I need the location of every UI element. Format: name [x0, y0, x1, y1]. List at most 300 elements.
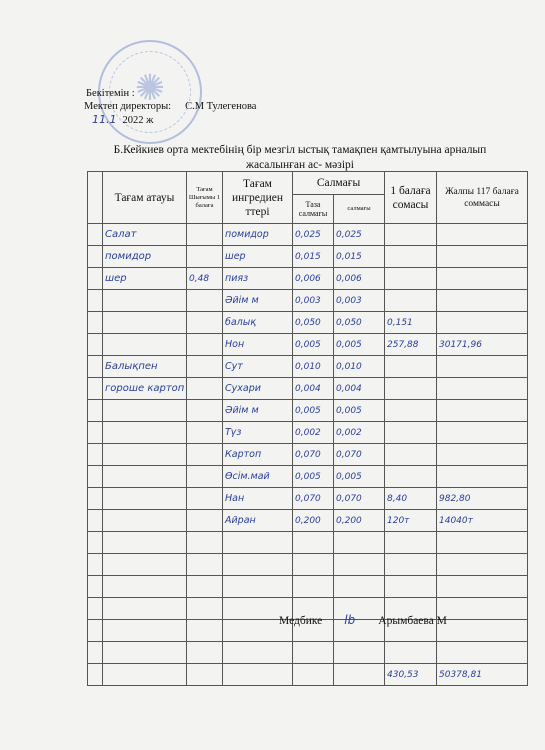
- handwritten-ingredient: Картоп: [225, 449, 262, 460]
- handwritten-ingredient: Сухари: [225, 383, 261, 394]
- handwritten-total: 982,80: [439, 494, 471, 504]
- cell-net: [293, 664, 334, 686]
- handwritten-dish: [103, 537, 105, 548]
- cell-blank: [88, 334, 103, 356]
- handwritten-dish: [103, 295, 105, 306]
- cell-ingredient: [223, 422, 293, 444]
- cell-per-child: [385, 576, 437, 598]
- cell-dish: [103, 576, 187, 598]
- cell-blank: [88, 598, 103, 620]
- handwritten-yield: [187, 384, 189, 394]
- handwritten-yield: [187, 296, 189, 306]
- cell-ingredient: [223, 246, 293, 268]
- handwritten-net: 0,010: [295, 362, 321, 372]
- handwritten-per-child: 257,88: [387, 340, 419, 350]
- cell-dish: [103, 664, 187, 686]
- cell-ingredient: [223, 642, 293, 664]
- handwritten-ingredient: Айран: [225, 515, 256, 526]
- cell-net: [293, 356, 334, 378]
- handwritten-dish: [103, 317, 105, 328]
- cell-net: [293, 510, 334, 532]
- handwritten-net: 0,004: [295, 384, 321, 394]
- handwritten-ingredient: Нон: [225, 339, 245, 350]
- handwritten-dish: помидор: [105, 251, 152, 262]
- handwritten-per-child: [385, 230, 387, 240]
- handwritten-ingredient: [223, 559, 225, 570]
- cell-yield: [187, 642, 223, 664]
- handwritten-net: [293, 538, 295, 548]
- handwritten-per-child: 0,151: [387, 318, 413, 328]
- handwritten-ingredient: Өсім.май: [225, 471, 270, 482]
- cell-total: [437, 488, 528, 510]
- cell-per-child: [385, 664, 437, 686]
- cell-total: [437, 268, 528, 290]
- handwritten-gross: 0,005: [336, 406, 362, 416]
- cell-gross: [334, 532, 385, 554]
- handwritten-ingredient: Әйім м: [225, 295, 259, 306]
- handwritten-gross: 0,003: [336, 296, 362, 306]
- handwritten-gross: 0,006: [336, 274, 362, 284]
- cell-total: [437, 400, 528, 422]
- cell-gross: [334, 356, 385, 378]
- cell-blank: [88, 444, 103, 466]
- cell-dish: [103, 400, 187, 422]
- cell-gross: [334, 268, 385, 290]
- cell-per-child: [385, 488, 437, 510]
- handwritten-net: [293, 670, 295, 680]
- cell-dish: [103, 312, 187, 334]
- handwritten-dish: гороше картоп: [105, 383, 185, 394]
- cell-net: [293, 444, 334, 466]
- cell-net: [293, 400, 334, 422]
- handwritten-yield: [187, 582, 189, 592]
- cell-net: [293, 642, 334, 664]
- cell-gross: [334, 642, 385, 664]
- cell-net: [293, 488, 334, 510]
- cell-blank: [88, 400, 103, 422]
- cell-blank: [88, 532, 103, 554]
- handwritten-ingredient: балық: [225, 317, 256, 328]
- cell-yield: [187, 422, 223, 444]
- handwritten-net: [293, 626, 295, 636]
- handwritten-total: 30171,96: [439, 340, 482, 350]
- cell-net: [293, 246, 334, 268]
- cell-net: [293, 422, 334, 444]
- handwritten-per-child: [385, 472, 387, 482]
- table-row: [88, 466, 528, 488]
- cell-total: [437, 356, 528, 378]
- cell-per-child: [385, 290, 437, 312]
- cell-total: [437, 554, 528, 576]
- cell-dish: [103, 378, 187, 400]
- handwritten-yield: [187, 560, 189, 570]
- cell-gross: [334, 422, 385, 444]
- cell-gross: [334, 554, 385, 576]
- cell-ingredient: [223, 488, 293, 510]
- handwritten-total: [437, 252, 439, 262]
- cell-dish: [103, 642, 187, 664]
- handwritten-gross: [334, 626, 336, 636]
- handwritten-per-child: [385, 648, 387, 658]
- header-gross: салмағы: [334, 195, 385, 224]
- handwritten-total: 50378,81: [439, 670, 482, 680]
- table-row: [88, 400, 528, 422]
- cell-per-child: [385, 356, 437, 378]
- cell-blank: [88, 268, 103, 290]
- cell-blank: [88, 488, 103, 510]
- cell-ingredient: [223, 268, 293, 290]
- cell-ingredient: [223, 576, 293, 598]
- table-row: [88, 488, 528, 510]
- handwritten-dish: [103, 559, 105, 570]
- cell-total: [437, 334, 528, 356]
- handwritten-net: 0,006: [295, 274, 321, 284]
- header-yield: Тағам Шығымы 1 балаға: [187, 172, 223, 224]
- cell-ingredient: [223, 334, 293, 356]
- handwritten-dish: [103, 339, 105, 350]
- cell-total: [437, 224, 528, 246]
- handwritten-per-child: [385, 626, 387, 636]
- cell-ingredient: [223, 466, 293, 488]
- handwritten-gross: 0,002: [336, 428, 362, 438]
- handwritten-gross: 0,005: [336, 340, 362, 350]
- cell-blank: [88, 290, 103, 312]
- handwritten-total: [437, 406, 439, 416]
- cell-dish: [103, 290, 187, 312]
- cell-dish: [103, 488, 187, 510]
- handwritten-gross: [334, 560, 336, 570]
- handwritten-dish: [103, 405, 105, 416]
- cell-total: [437, 312, 528, 334]
- cell-yield: [187, 356, 223, 378]
- cell-blank: [88, 356, 103, 378]
- table-row: [88, 334, 528, 356]
- cell-gross: [334, 664, 385, 686]
- cell-total: [437, 620, 528, 642]
- cell-total: [437, 510, 528, 532]
- cell-net: [293, 334, 334, 356]
- handwritten-net: 0,200: [295, 516, 321, 526]
- handwritten-yield: 0,48: [189, 274, 210, 284]
- cell-per-child: [385, 334, 437, 356]
- cell-yield: [187, 620, 223, 642]
- cell-dish: [103, 554, 187, 576]
- handwritten-ingredient: Түз: [225, 427, 242, 438]
- handwritten-ingredient: помидор: [225, 229, 269, 240]
- handwritten-total: 14040т: [439, 516, 473, 526]
- cell-gross: [334, 488, 385, 510]
- cell-per-child: [385, 510, 437, 532]
- cell-dish: [103, 356, 187, 378]
- cell-per-child: [385, 268, 437, 290]
- cell-dish: [103, 224, 187, 246]
- handwritten-yield: [187, 516, 189, 526]
- cell-ingredient: [223, 510, 293, 532]
- handwritten-yield: [187, 648, 189, 658]
- cell-gross: [334, 334, 385, 356]
- cell-total: [437, 378, 528, 400]
- cell-yield: [187, 400, 223, 422]
- table-row: [88, 576, 528, 598]
- cell-total: [437, 598, 528, 620]
- cell-dish: [103, 510, 187, 532]
- table-row: [88, 356, 528, 378]
- handwritten-total: [437, 318, 439, 328]
- cell-per-child: [385, 378, 437, 400]
- handwritten-gross: [334, 648, 336, 658]
- header-weight: Салмағы: [293, 172, 385, 195]
- cell-ingredient: [223, 444, 293, 466]
- handwritten-ingredient: [223, 537, 225, 548]
- cell-yield: [187, 598, 223, 620]
- approval-date: [92, 113, 153, 126]
- handwritten-total: [437, 296, 439, 306]
- handwritten-per-child: [385, 406, 387, 416]
- handwritten-ingredient: Нан: [225, 493, 245, 504]
- handwritten-total: [437, 472, 439, 482]
- cell-net: [293, 224, 334, 246]
- seal-emblem-icon: ✺: [134, 68, 166, 108]
- handwritten-dish: [103, 471, 105, 482]
- handwritten-gross: 0,070: [336, 450, 362, 460]
- table-row: [88, 312, 528, 334]
- handwritten-net: 0,025: [295, 230, 321, 240]
- handwritten-net: 0,005: [295, 406, 321, 416]
- cell-blank: [88, 642, 103, 664]
- cell-blank: [88, 378, 103, 400]
- cell-blank: [88, 620, 103, 642]
- cell-gross: [334, 576, 385, 598]
- cell-per-child: [385, 532, 437, 554]
- cell-dish: [103, 466, 187, 488]
- table-row: [88, 664, 528, 686]
- cell-dish: [103, 422, 187, 444]
- handwritten-ingredient: шер: [225, 251, 246, 262]
- date-handwritten: 11.1: [92, 113, 117, 126]
- cell-gross: [334, 290, 385, 312]
- handwritten-per-child: 8,40: [387, 494, 408, 504]
- handwritten-per-child: 120т: [387, 516, 410, 526]
- cell-net: [293, 268, 334, 290]
- handwritten-yield: [187, 252, 189, 262]
- cell-blank: [88, 422, 103, 444]
- handwritten-total: [437, 582, 439, 592]
- handwritten-per-child: [385, 560, 387, 570]
- cell-net: [293, 378, 334, 400]
- handwritten-gross: 0,004: [336, 384, 362, 394]
- cell-yield: [187, 554, 223, 576]
- handwritten-per-child: [385, 450, 387, 460]
- handwritten-yield: [187, 538, 189, 548]
- handwritten-dish: [103, 581, 105, 592]
- cell-total: [437, 422, 528, 444]
- cell-yield: [187, 334, 223, 356]
- cell-dish: [103, 598, 187, 620]
- cell-gross: [334, 400, 385, 422]
- table-row: [88, 444, 528, 466]
- cell-total: [437, 576, 528, 598]
- table-row: [88, 268, 528, 290]
- cell-yield: [187, 312, 223, 334]
- handwritten-dish: [103, 647, 105, 658]
- handwritten-net: [293, 648, 295, 658]
- cell-per-child: [385, 224, 437, 246]
- handwritten-total: [437, 626, 439, 636]
- handwritten-total: [437, 230, 439, 240]
- approved-label: Бекітемін :: [86, 88, 135, 99]
- handwritten-net: [293, 582, 295, 592]
- handwritten-gross: 0,010: [336, 362, 362, 372]
- cell-per-child: [385, 422, 437, 444]
- handwritten-yield: [187, 406, 189, 416]
- handwritten-per-child: [385, 296, 387, 306]
- header-net: Таза салмағы: [293, 195, 334, 224]
- cell-blank: [88, 554, 103, 576]
- table-row: [88, 532, 528, 554]
- cell-yield: [187, 532, 223, 554]
- header-per-child: 1 балаға сомасы: [385, 172, 437, 224]
- cell-per-child: [385, 246, 437, 268]
- table-row: [88, 290, 528, 312]
- cell-dish: [103, 532, 187, 554]
- handwritten-net: 0,003: [295, 296, 321, 306]
- handwritten-total: [437, 428, 439, 438]
- cell-gross: [334, 224, 385, 246]
- table-row: [88, 422, 528, 444]
- handwritten-ingredient: [223, 581, 225, 592]
- handwritten-per-child: [385, 384, 387, 394]
- handwritten-yield: [187, 604, 189, 614]
- handwritten-yield: [187, 362, 189, 372]
- handwritten-per-child: [385, 252, 387, 262]
- cell-total: [437, 444, 528, 466]
- cell-ingredient: [223, 224, 293, 246]
- nurse-name: Арымбаева М: [378, 615, 447, 627]
- cell-net: [293, 466, 334, 488]
- table-row: [88, 510, 528, 532]
- handwritten-net: 0,015: [295, 252, 321, 262]
- handwritten-gross: 0,015: [336, 252, 362, 262]
- table-row: [88, 224, 528, 246]
- handwritten-net: 0,070: [295, 450, 321, 460]
- handwritten-ingredient: [223, 625, 225, 636]
- handwritten-per-child: 430,53: [387, 670, 419, 680]
- handwritten-gross: 0,005: [336, 472, 362, 482]
- cell-yield: [187, 664, 223, 686]
- cell-ingredient: [223, 532, 293, 554]
- cell-yield: [187, 576, 223, 598]
- handwritten-ingredient: Әйім м: [225, 405, 259, 416]
- cell-gross: [334, 510, 385, 532]
- handwritten-gross: [334, 582, 336, 592]
- menu-table: [87, 171, 528, 686]
- cell-per-child: [385, 554, 437, 576]
- handwritten-yield: [187, 230, 189, 240]
- handwritten-total: [437, 362, 439, 372]
- cell-blank: [88, 224, 103, 246]
- handwritten-dish: [103, 625, 105, 636]
- cell-yield: [187, 246, 223, 268]
- title-line-2: жасалынған ас- мәзірі: [246, 159, 354, 171]
- cell-per-child: [385, 444, 437, 466]
- handwritten-gross: 0,200: [336, 516, 362, 526]
- handwritten-yield: [187, 428, 189, 438]
- cell-gross: [334, 466, 385, 488]
- cell-total: [437, 290, 528, 312]
- cell-ingredient: [223, 664, 293, 686]
- cell-total: [437, 664, 528, 686]
- table-row: [88, 642, 528, 664]
- cell-blank: [88, 664, 103, 686]
- cell-net: [293, 532, 334, 554]
- cell-blank: [88, 510, 103, 532]
- handwritten-total: [437, 560, 439, 570]
- handwritten-total: [437, 450, 439, 460]
- cell-per-child: [385, 312, 437, 334]
- handwritten-yield: [187, 626, 189, 636]
- cell-yield: [187, 444, 223, 466]
- title-line-1: Б.Кейкиев орта мектебінің бір мезгіл ыстық тамақпен қамтылуына арналып: [113, 144, 487, 156]
- cell-dish: [103, 444, 187, 466]
- handwritten-total: [437, 538, 439, 548]
- table-row: [88, 378, 528, 400]
- handwritten-yield: [187, 670, 189, 680]
- handwritten-ingredient: [223, 647, 225, 658]
- cell-dish: [103, 246, 187, 268]
- cell-ingredient: [223, 400, 293, 422]
- handwritten-dish: Балықпен: [105, 361, 158, 372]
- cell-yield: [187, 488, 223, 510]
- handwritten-gross: 0,070: [336, 494, 362, 504]
- handwritten-dish: [103, 515, 105, 526]
- cell-total: [437, 642, 528, 664]
- cell-ingredient: [223, 356, 293, 378]
- header-dish: Тағам атауы: [103, 172, 187, 224]
- handwritten-dish: [103, 493, 105, 504]
- cell-yield: [187, 510, 223, 532]
- cell-dish: [103, 334, 187, 356]
- handwritten-yield: [187, 340, 189, 350]
- cell-yield: [187, 224, 223, 246]
- cell-net: [293, 576, 334, 598]
- nurse-signature: lb: [344, 613, 356, 627]
- cell-blank: [88, 576, 103, 598]
- cell-blank: [88, 312, 103, 334]
- header-row: [88, 172, 528, 195]
- cell-ingredient: [223, 312, 293, 334]
- handwritten-total: [437, 384, 439, 394]
- cell-net: [293, 554, 334, 576]
- handwritten-yield: [187, 450, 189, 460]
- handwritten-dish: [103, 427, 105, 438]
- handwritten-per-child: [385, 274, 387, 284]
- cell-yield: [187, 290, 223, 312]
- cell-total: [437, 246, 528, 268]
- handwritten-gross: 0,025: [336, 230, 362, 240]
- handwritten-yield: [187, 494, 189, 504]
- handwritten-net: 0,070: [295, 494, 321, 504]
- director-name: С.М Тулегенова: [185, 101, 257, 112]
- cell-gross: [334, 444, 385, 466]
- nurse-label: Медбике: [279, 615, 323, 627]
- handwritten-dish: [103, 449, 105, 460]
- cell-net: [293, 290, 334, 312]
- cell-gross: [334, 246, 385, 268]
- handwritten-net: 0,005: [295, 340, 321, 350]
- cell-ingredient: [223, 554, 293, 576]
- handwritten-dish: Салат: [105, 229, 137, 240]
- cell-gross: [334, 378, 385, 400]
